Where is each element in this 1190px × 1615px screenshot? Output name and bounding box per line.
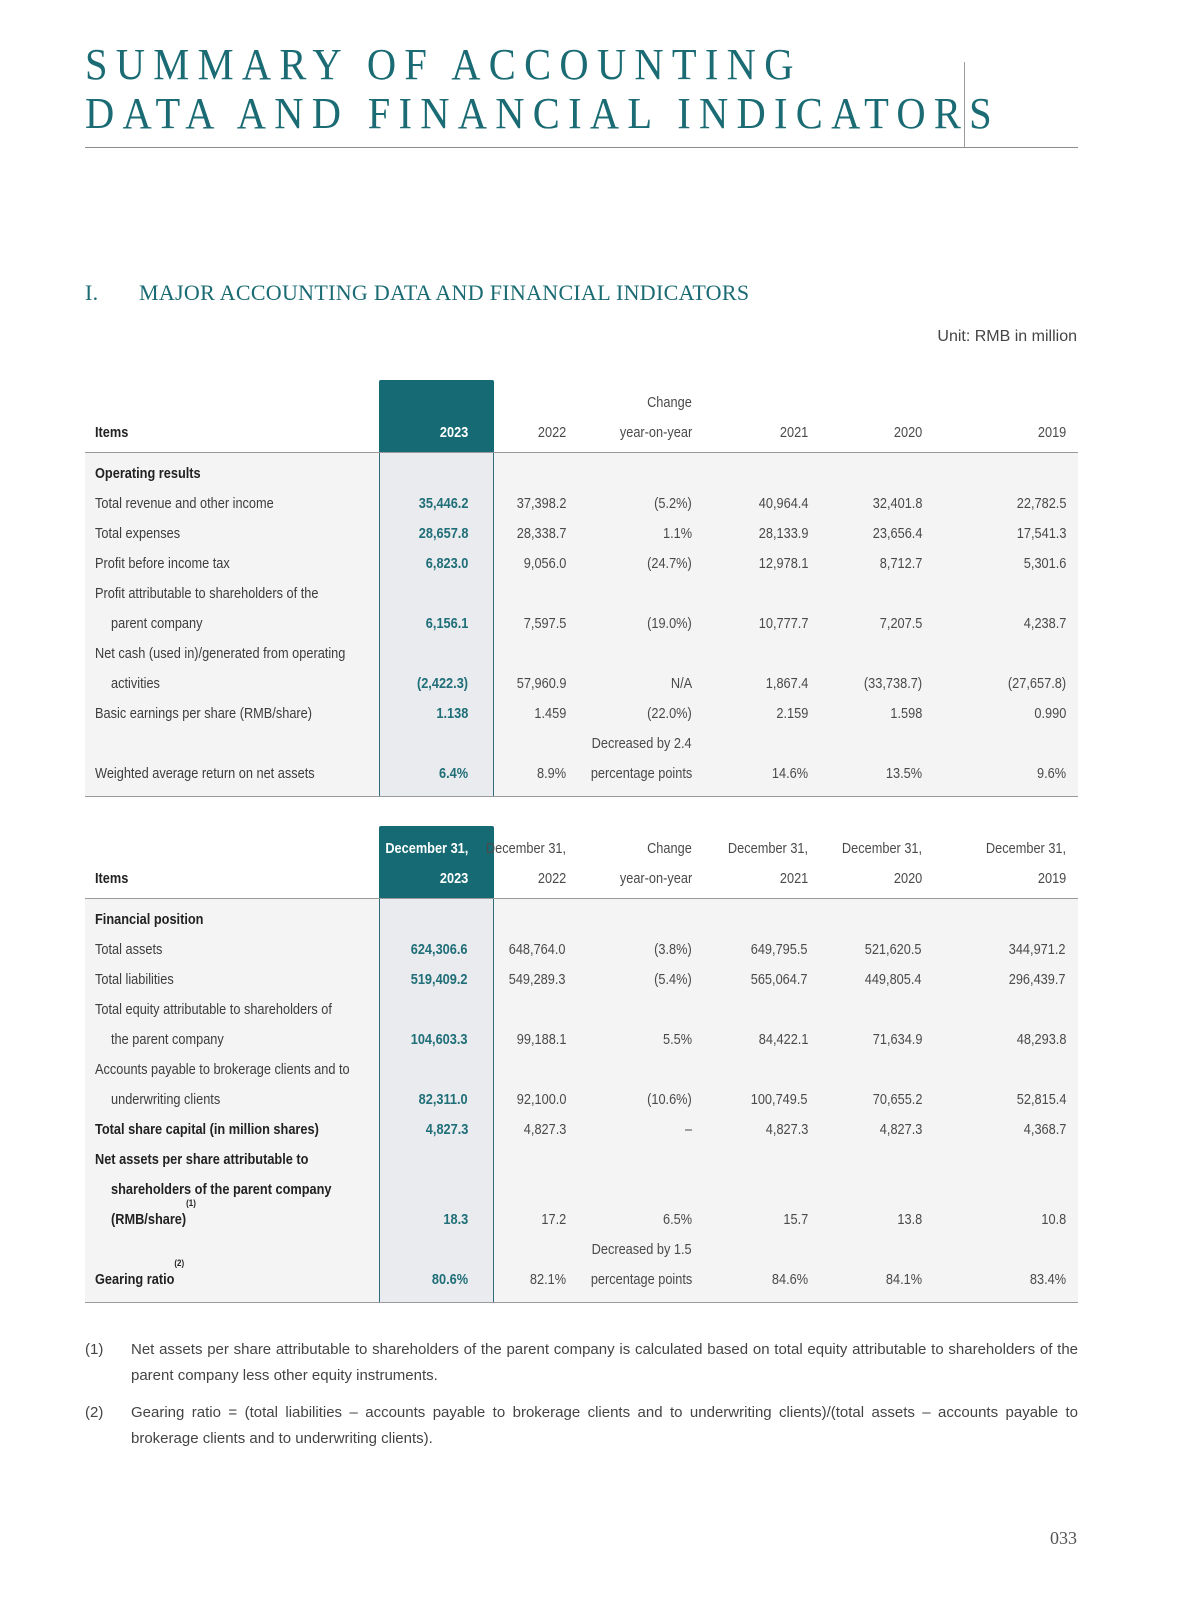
value-2022: 4,827.3 — [523, 1122, 566, 1138]
value-2019: 4,368.7 — [1023, 1122, 1066, 1138]
section-label: Financial position — [95, 912, 204, 928]
table-row-label-line — [85, 639, 1078, 669]
value-change: (22.0%) — [647, 706, 692, 722]
value-2020: 13.5% — [885, 766, 922, 782]
section-number: I. — [85, 280, 99, 305]
value-2020: 32,401.8 — [872, 496, 922, 512]
value-2020: 13.8 — [897, 1212, 922, 1228]
value-change: 1.1% — [662, 526, 692, 542]
table-row — [85, 519, 1078, 549]
value-2020: 7,207.5 — [879, 616, 922, 632]
value-change-line-1: Decreased by 1.5 — [591, 1242, 692, 1258]
row-label — [95, 1258, 185, 1295]
row-label: Total share capital (in million shares) — [95, 1122, 319, 1138]
table-row — [85, 669, 1078, 699]
value-2023: (2,422.3) — [416, 676, 468, 692]
col-header-dec-2021-2: 2021 — [779, 871, 808, 887]
header-rule — [85, 898, 1078, 899]
value-2023: 18.3 — [443, 1212, 468, 1228]
value-2019: 22,782.5 — [1016, 496, 1066, 512]
value-2021: 14.6% — [771, 766, 808, 782]
value-2020: 449,805.4 — [865, 972, 922, 988]
value-2020: 4,827.3 — [879, 1122, 922, 1138]
table-row-label-line — [85, 1145, 1078, 1175]
value-2022: 82.1% — [529, 1272, 566, 1288]
value-2021: 28,133.9 — [758, 526, 808, 542]
value-2020: 70,655.2 — [872, 1092, 922, 1108]
row-label: Total revenue and other income — [95, 496, 274, 512]
row-label-line-2: shareholders of the parent company — [111, 1182, 332, 1198]
value-change: (5.2%) — [654, 496, 692, 512]
value-change: (5.4%) — [654, 972, 692, 988]
table-row — [85, 1198, 1078, 1235]
value-2023: 6.4% — [438, 766, 468, 782]
table-bottom-rule — [85, 1302, 1078, 1303]
header-row-2 — [85, 418, 1078, 448]
value-2022: 17.2 — [541, 1212, 566, 1228]
title-line-1: SUMMARY OF ACCOUNTING — [85, 40, 802, 89]
row-label: Profit before income tax — [95, 556, 230, 572]
operating-results-table — [85, 380, 1078, 800]
row-label-line-1: Net cash (used in)/generated from operating — [95, 646, 346, 662]
value-2023: 1.138 — [436, 706, 468, 722]
value-2020: (33,738.7) — [863, 676, 922, 692]
value-change: 5.5% — [662, 1032, 692, 1048]
title-divider — [85, 147, 1078, 148]
value-change: N/A — [670, 676, 692, 692]
header-row-2 — [85, 864, 1078, 894]
value-2021: 100,749.5 — [751, 1092, 808, 1108]
col-header-change-1: Change — [647, 841, 692, 857]
row-label-line-2: parent company — [111, 616, 203, 632]
col-header-dec-2022-2: 2022 — [537, 871, 566, 887]
value-change-line-2: percentage points — [590, 1272, 692, 1288]
value-2022: 9,056.0 — [523, 556, 566, 572]
value-2021: 1,867.4 — [765, 676, 808, 692]
value-2023: 28,657.8 — [418, 526, 468, 542]
value-2022: 1.459 — [534, 706, 566, 722]
value-change: (10.6%) — [647, 1092, 692, 1108]
header-row-1 — [85, 834, 1078, 864]
value-2021: 565,064.7 — [751, 972, 808, 988]
table-row-label-line — [85, 1055, 1078, 1085]
row-label: Basic earnings per share (RMB/share) — [95, 706, 313, 722]
value-2021: 4,827.3 — [765, 1122, 808, 1138]
col-header-dec-2022-1: December 31, — [485, 841, 566, 857]
value-2019: 344,971.2 — [1009, 942, 1066, 958]
value-2023: 624,306.6 — [411, 942, 468, 958]
col-header-dec-2023-1: December 31, — [385, 841, 468, 857]
row-label-line-3 — [111, 1198, 196, 1235]
header-rule — [85, 452, 1078, 453]
col-header-change-1: Change — [647, 395, 692, 411]
value-2023: 35,446.2 — [418, 496, 468, 512]
value-2020: 8,712.7 — [879, 556, 922, 572]
value-2019: 48,293.8 — [1016, 1032, 1066, 1048]
row-label-line-2: underwriting clients — [111, 1092, 221, 1108]
row-label: Total expenses — [95, 526, 181, 542]
row-label-text: Gearing ratio — [95, 1272, 175, 1288]
value-2023: 80.6% — [431, 1272, 468, 1288]
value-2021: 40,964.4 — [758, 496, 808, 512]
value-2021: 10,777.7 — [758, 616, 808, 632]
row-label: Total assets — [95, 942, 163, 958]
row-label: Total liabilities — [95, 972, 174, 988]
section-heading — [85, 280, 749, 306]
table-row — [85, 965, 1078, 995]
table-row — [85, 1115, 1078, 1145]
value-2019: (27,657.8) — [1007, 676, 1066, 692]
table-row-label-line — [85, 995, 1078, 1025]
table-row-change-line — [85, 729, 1078, 759]
page-title — [85, 40, 1000, 138]
footnote — [85, 1400, 1078, 1452]
table-row — [85, 549, 1078, 579]
table-bottom-rule — [85, 796, 1078, 797]
table-row-label-line — [85, 1175, 1078, 1205]
table-row — [85, 1258, 1078, 1295]
value-2019: 5,301.6 — [1023, 556, 1066, 572]
value-2022: 37,398.2 — [516, 496, 566, 512]
table-row — [85, 1025, 1078, 1055]
col-header-2021: 2021 — [779, 425, 808, 441]
footnote — [85, 1337, 1078, 1389]
col-header-2020: 2020 — [893, 425, 922, 441]
value-2021: 649,795.5 — [751, 942, 808, 958]
row-label: Weighted average return on net assets — [95, 766, 315, 782]
value-2019: 83.4% — [1029, 1272, 1066, 1288]
table-row-label-line — [85, 579, 1078, 609]
value-change: (24.7%) — [647, 556, 692, 572]
value-2020: 84.1% — [885, 1272, 922, 1288]
col-header-dec-2021-1: December 31, — [727, 841, 808, 857]
col-header-dec-2019-2: 2019 — [1037, 871, 1066, 887]
table-row-change-line — [85, 1235, 1078, 1265]
title-vertical-divider — [964, 62, 965, 147]
value-2021: 84.6% — [771, 1272, 808, 1288]
col-header-dec-2019-1: December 31, — [985, 841, 1066, 857]
footnote-number: (1) — [85, 1341, 104, 1358]
value-change-line-2: percentage points — [590, 766, 692, 782]
value-change: (3.8%) — [654, 942, 692, 958]
value-2021: 12,978.1 — [758, 556, 808, 572]
col-header-items: Items — [95, 425, 129, 441]
value-2022: 92,100.0 — [516, 1092, 566, 1108]
row-label-line-2: activities — [111, 676, 160, 692]
table-row — [85, 489, 1078, 519]
value-2019: 17,541.3 — [1016, 526, 1066, 542]
value-2023: 82,311.0 — [419, 1092, 468, 1108]
row-label-line-1: Accounts payable to brokerage clients and to — [95, 1062, 350, 1078]
title-line-2: DATA AND FINANCIAL INDICATORS — [85, 89, 1000, 138]
value-2019: 10.8 — [1041, 1212, 1066, 1228]
value-2019: 4,238.7 — [1023, 616, 1066, 632]
footnote-ref-1: (1) — [186, 1198, 196, 1208]
value-change: – — [684, 1122, 692, 1138]
value-change: 6.5% — [662, 1212, 692, 1228]
value-2022: 28,338.7 — [516, 526, 566, 542]
value-2022: 549,289.3 — [509, 972, 566, 988]
row-label-line-1: Profit attributable to shareholders of the — [95, 586, 319, 602]
col-header-dec-2023-2: 2023 — [439, 871, 468, 887]
value-2021: 84,422.1 — [758, 1032, 808, 1048]
footnote-ref-2: (2) — [174, 1258, 185, 1268]
table-row — [85, 759, 1078, 789]
value-2019: 9.6% — [1036, 766, 1066, 782]
value-2019: 52,815.4 — [1016, 1092, 1066, 1108]
value-2023: 6,156.1 — [425, 616, 468, 632]
row-label-line-1: Net assets per share attributable to — [95, 1152, 309, 1168]
page-number: 033 — [1050, 1528, 1077, 1548]
value-2020: 23,656.4 — [872, 526, 922, 542]
row-label-line-1: Total equity attributable to shareholders of — [95, 1002, 332, 1018]
col-header-change-2: year-on-year — [619, 871, 692, 887]
table-row — [85, 699, 1078, 729]
table-row — [85, 609, 1078, 639]
col-header-2019: 2019 — [1037, 425, 1066, 441]
col-header-2023: 2023 — [439, 425, 468, 441]
col-header-dec-2020-2: 2020 — [893, 871, 922, 887]
value-2019: 296,439.7 — [1009, 972, 1066, 988]
financial-position-table — [85, 826, 1078, 1306]
table-row — [85, 935, 1078, 965]
col-header-dec-2020-1: December 31, — [841, 841, 922, 857]
footnote-text: Gearing ratio = (total liabilities – accounts payable to brokerage clients and to underwriting clients)/(total assets – accounts payable to brokerage clients and to underwriting clients). — [131, 1404, 1078, 1447]
footnote-text: Net assets per share attributable to shareholders of the parent company is calculated based on total equity attributable to shareholders of the parent company less other equity instruments. — [131, 1341, 1078, 1384]
row-label-line-2: the parent company — [111, 1032, 224, 1048]
section-row — [85, 459, 1078, 489]
col-header-change-2: year-on-year — [619, 425, 692, 441]
value-2020: 1.598 — [890, 706, 922, 722]
col-header-2022: 2022 — [537, 425, 566, 441]
section-row — [85, 905, 1078, 935]
value-2023: 519,409.2 — [411, 972, 468, 988]
value-2022: 99,188.1 — [516, 1032, 566, 1048]
value-2022: 8.9% — [536, 766, 566, 782]
section-title: MAJOR ACCOUNTING DATA AND FINANCIAL INDICATORS — [139, 280, 750, 305]
section-label: Operating results — [95, 466, 201, 482]
value-2021: 15.7 — [783, 1212, 808, 1228]
value-2023: 104,603.3 — [411, 1032, 468, 1048]
value-2023: 4,827.3 — [425, 1122, 468, 1138]
value-2020: 71,634.9 — [872, 1032, 922, 1048]
value-change: (19.0%) — [647, 616, 692, 632]
value-2022: 648,764.0 — [509, 942, 566, 958]
value-2022: 7,597.5 — [523, 616, 566, 632]
value-2022: 57,960.9 — [516, 676, 566, 692]
value-2021: 2.159 — [776, 706, 808, 722]
header-row-1 — [85, 388, 1078, 418]
table-row — [85, 1085, 1078, 1115]
footnote-number: (2) — [85, 1404, 104, 1421]
value-2020: 521,620.5 — [865, 942, 922, 958]
value-2019: 0.990 — [1034, 706, 1066, 722]
row-label-text: (RMB/share) — [111, 1212, 187, 1228]
col-header-items: Items — [95, 871, 129, 887]
value-2023: 6,823.0 — [425, 556, 468, 572]
unit-note: Unit: RMB in million — [937, 328, 1077, 345]
value-change-line-1: Decreased by 2.4 — [591, 736, 692, 752]
